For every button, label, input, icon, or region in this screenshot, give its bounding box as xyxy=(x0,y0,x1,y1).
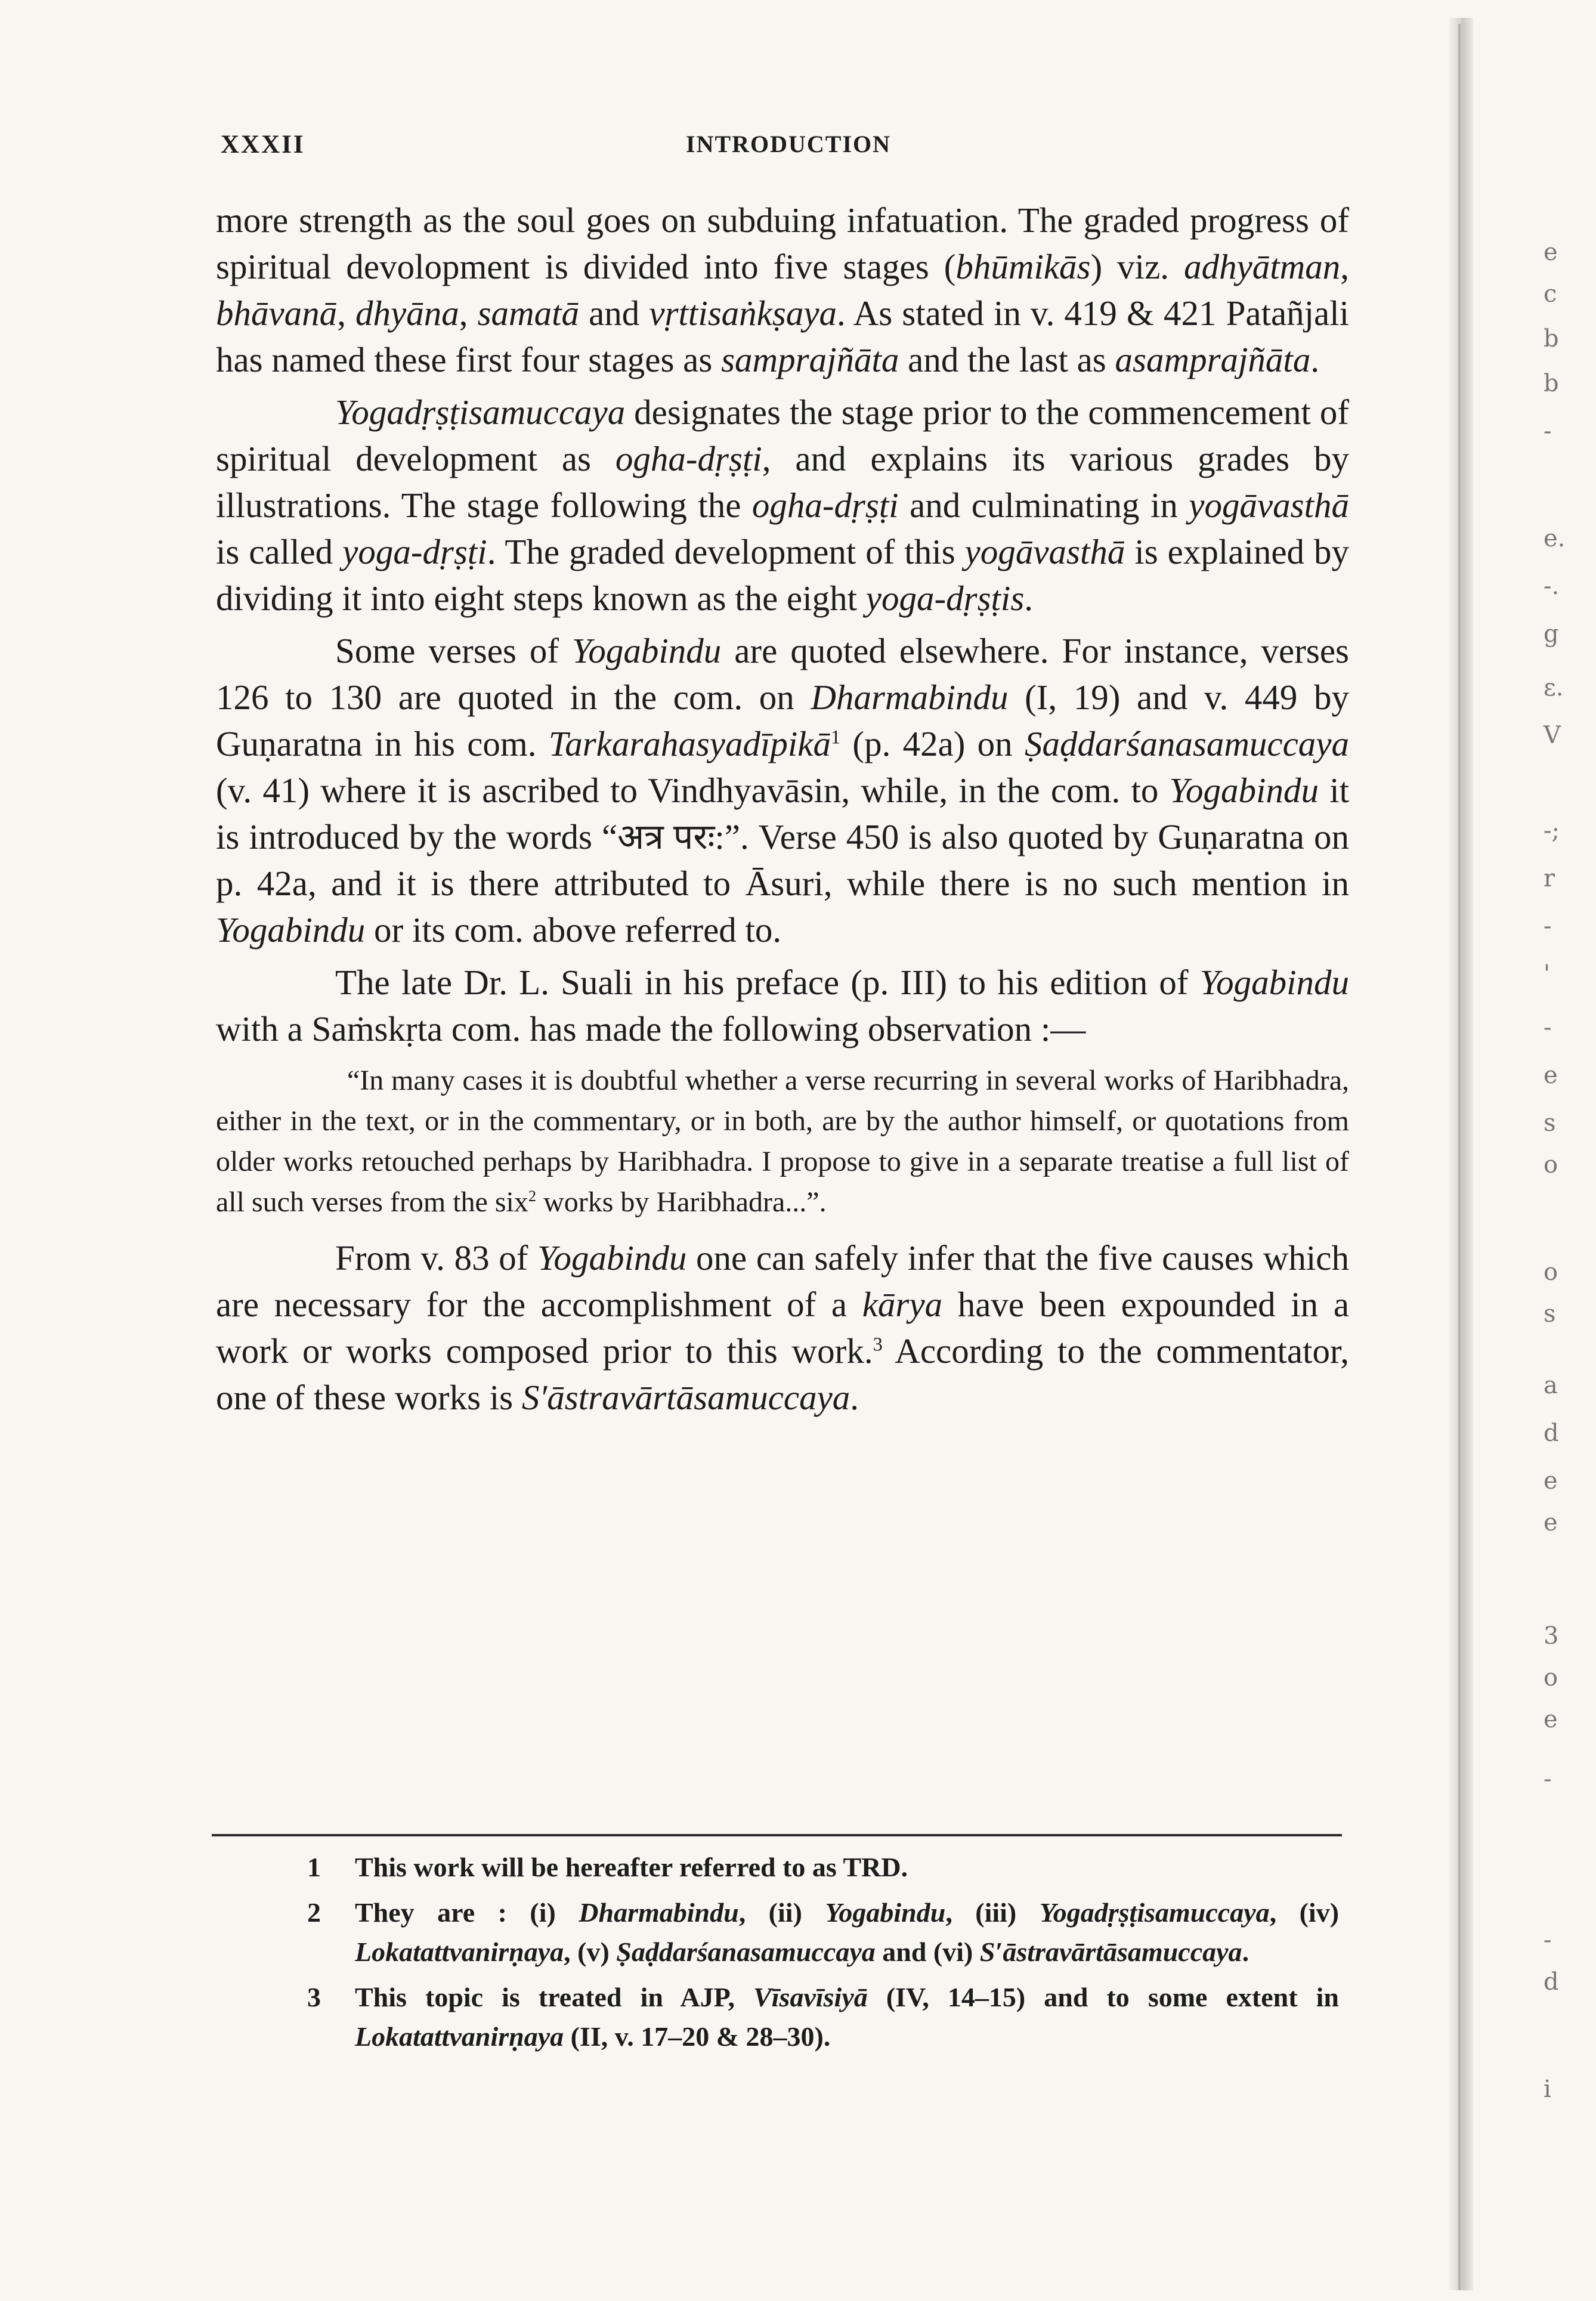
main-text xyxy=(216,197,1349,1427)
bleed-glyph: - xyxy=(1544,1765,1552,1793)
bleed-glyph: e xyxy=(1544,239,1558,266)
bleed-glyph: i xyxy=(1544,2076,1551,2103)
bleed-glyph: d xyxy=(1544,1419,1559,1447)
footnote-number: 2 xyxy=(307,1897,321,1928)
bleed-glyph: - xyxy=(1544,1014,1552,1041)
bleed-glyph: s xyxy=(1544,1300,1556,1328)
bleed-glyph: d xyxy=(1544,1968,1559,1996)
binding-line xyxy=(1458,24,1461,2290)
footnote-number: 1 xyxy=(307,1852,321,1882)
page-header xyxy=(221,130,1354,166)
bleed-glyph: -; xyxy=(1544,817,1560,845)
bleed-glyph: a xyxy=(1544,1372,1558,1399)
bleed-glyph: 3 xyxy=(1544,1622,1559,1650)
bleed-glyph: ' xyxy=(1544,960,1550,988)
bleed-glyph: o xyxy=(1544,1664,1558,1691)
paragraph-5: From v. 83 of Yogabindu one can safely infer that the five causes which are necessary for the accomplishment of a kārya have been expounded in a work or works composed prior to this work.$^3$ According to the commentator, one of these works is S′āstravārtāsamuccaya. xyxy=(216,1238,1350,1417)
bleed-glyph: s xyxy=(1544,1109,1556,1137)
paragraph-4: The late Dr. L. Suali in his preface (p. III) to his edition of Yogabindu with a Saṁskṛta com. has made the following observation :— xyxy=(216,963,1349,1049)
paragraph-2: Yogadṛṣṭisamuccaya designates the stage prior to the commencement of spiritual development as ogha-dṛṣṭi, and explains its various grades by illustrations. The stage following the ogha-dṛṣṭi and culminating in yogāvasthā is called yoga-dṛṣṭi. The graded development of this yogāvasthā is explained by dividing it into eight steps known as the eight yoga-dṛṣṭis. xyxy=(216,392,1350,618)
footnote-text: This work will be hereafter referred to as TRD. xyxy=(355,1852,908,1882)
bleed-glyph: e xyxy=(1544,1467,1558,1495)
binding-edge xyxy=(1449,18,1473,2290)
bleed-glyph: b xyxy=(1544,370,1559,397)
footnote-rule xyxy=(212,1834,1342,1836)
footnote-text: This topic is treated in AJP, Vīsavīsiyā (IV, 14–15) and to some extent in Lokatattvanirṇaya (II, v. 17–20 & 28–30). xyxy=(355,1982,1339,2052)
bleed-glyph: o xyxy=(1544,1151,1558,1179)
bleed-glyph: - xyxy=(1544,1926,1552,1954)
footnote-3 xyxy=(298,1978,1339,2056)
footnote-1 xyxy=(298,1848,1339,1887)
bleed-glyph: o xyxy=(1544,1258,1558,1286)
bleed-glyph: e xyxy=(1544,1706,1558,1733)
footnote-number: 3 xyxy=(307,1982,321,2012)
page-number: XXXII xyxy=(221,131,305,159)
footnote-text: They are : (i) Dharmabindu, (ii) Yogabindu, (iii) Yogadṛṣṭisamuccaya, (iv) Lokatattvanirṇaya, (v) Ṣaḍdarśanasamuccaya and (vi) S′āstravārtāsamuccaya. xyxy=(355,1897,1340,1967)
bleed-glyph: V xyxy=(1544,722,1561,749)
bleed-glyph: e xyxy=(1544,1509,1558,1536)
bleed-glyph: r xyxy=(1544,865,1555,892)
paragraph-1: more strength as the soul goes on subduing infatuation. The graded progress of spiritual devolopment is divided into five stages (bhūmikās) viz. adhyātman, bhāvanā, dhyāna, samatā and vṛttisaṅkṣaya. As stated in v. 419 & 421 Patañjali has named these first four stages as samprajñāta and the last as asamprajñāta. xyxy=(216,200,1350,379)
footnotes xyxy=(298,1848,1339,2062)
bleed-glyph: g xyxy=(1544,620,1559,648)
bleed-glyph: e. xyxy=(1544,525,1566,552)
footnote-2 xyxy=(298,1893,1339,1972)
bleed-glyph: c xyxy=(1544,280,1557,308)
bleed-glyph: - xyxy=(1544,913,1552,940)
quote-text: “In many cases it is doubtful whether a verse recurring in several works of Haribhadra, either in the text, or in the commentary, or in both, are by the author himself, or quotations from older works retouched perhaps by Haribhadra. I propose to give in a separate treatise a full list of all such verses from the six$^2$ works by Haribhadra...”. xyxy=(216,1065,1349,1218)
bleed-glyph: ε. xyxy=(1544,674,1564,701)
bleed-glyph: -. xyxy=(1544,573,1560,600)
block-quote xyxy=(216,1060,1349,1223)
bleed-glyph: e xyxy=(1544,1062,1558,1089)
bleed-glyph: b xyxy=(1544,325,1559,352)
bleed-glyph: - xyxy=(1544,417,1552,445)
running-head: INTRODUCTION xyxy=(686,131,892,157)
paragraph-3: Some verses of Yogabindu are quoted elsewhere. For instance, verses 126 to 130 are quoted in the com. on Dharmabindu (I, 19) and v. 449 by Guṇaratna in his com. Tarkarahasyadīpikā$^1$ (p. 42a) on Ṣaḍdarśanasamuccaya (v. 41) where it is ascribed to Vindhyavāsin, while, in the com. to Yogabindu it is introduced by the words “अत्र परः:”. Verse 450 is also quoted by Guṇaratna on p. 42a, and it is there attributed to Āsuri, while there is no such mention in Yogabindu or its com. above referred to. xyxy=(216,631,1349,950)
